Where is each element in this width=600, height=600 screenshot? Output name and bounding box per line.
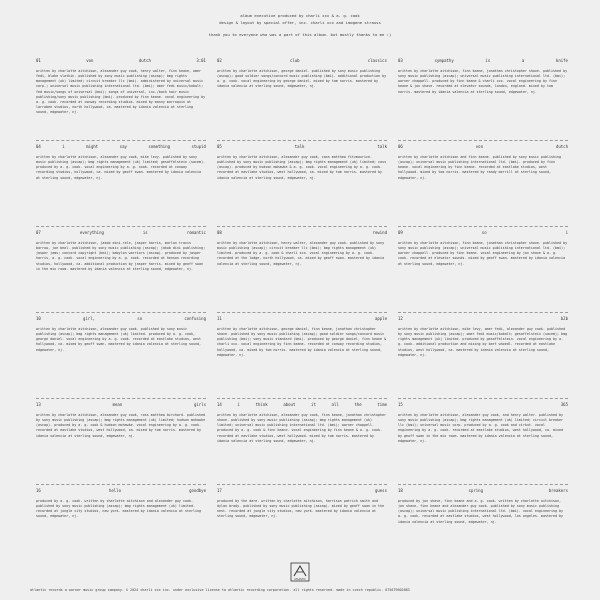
track-credits-text: written by charlotte aitchison, alexander guy cook, henry walter, finn keane, omer fedi, blake slatkin. published by sony music publishing (ascap); bmg rights management (uk) limited; circuit breaker llc (bmi). administered by universal music corp.; universal music publishing international ltd. (bmi); omer fedi music/kobalt; fed music/songs of universal (bmi); songs of universal, inc./back hair music publishing/sony music publishing (bmi). produced by finn keane. vocal engineering by a. g. cook. recorded at conway recording studios. mixed by manny marroquin at larrabee studios, north hollywood, ca. mastered by idania valencia at sterling sound, edgewater, nj. bbox=[36, 69, 206, 115]
track-number: 08 bbox=[217, 230, 222, 235]
track-credits-text: written by charlotte aitchison, mike levy, omer fedi, alexander guy cook. published by sony music publishing (ascap); omer fedi music/kobalt; gesaffelstein (sacem); bmg rights management (uk) limited. produced by gesaffelstein. vocal engineering by a. g. cook. additional production and mixing by bart whoedl. recorded at eastlake studios, west hollywood, ca. mastered by idania valencia at sterling sound, edgewater, nj. bbox=[398, 327, 568, 357]
track-duration: 3:01 bbox=[196, 58, 206, 63]
track-credits-text: written by charlotte aitchison, henry walter, alexander guy cook. published by sony music publishing (ascap); circuit breaker llc (bmi); bmg rights management (uk) limited. produced by a. g. cook & charli xcx. vocal engineering by a. g. cook. recorded at the lodge, north hollywood, ca. mixed by geoff swan. mastered by idania valencia at sterling sound, edgewater, nj. bbox=[217, 241, 385, 266]
track-credits-text: written by charlotte aitchison, finn keane, jonathan christopher shave. published by sony music publishing (ascap); universal music publishing international ltd. (bmi); warner chappell. produced by finn keane. vocal engineering by jon shave & a. g. cook. recorded at elevator sounds. mixed by geoff swan. mastered by idania valencia at sterling sound, edgewater, nj. bbox=[398, 241, 568, 266]
track-credits-text: written by charlotte aitchison, alexander guy cook, and henry walter. published by sony music publishing (ascap); bmg rights management (uk) limited; circuit breaker llc (bmi); universal music corp. produced by a. g. cook and cirkut. vocal engineering by a. g. cook. recorded at eastlake studios, west hollywood, ca. mixed by geoff swan in the mix room. mastered by idania valencia at sterling sound, edgewater, nj. bbox=[398, 413, 564, 443]
track-number: 17 bbox=[217, 488, 222, 493]
track-title-word: think bbox=[255, 402, 268, 407]
row-divider bbox=[398, 140, 568, 141]
track-credit bbox=[36, 230, 206, 310]
track-title-word: breakers bbox=[548, 488, 568, 493]
track-number: 13 bbox=[36, 402, 41, 407]
track-title-word: rewind bbox=[372, 230, 387, 235]
track-credits-text: written by charlotte aitchison, george daniel. published by sony music publishing (ascap); good soldier songs/concord music publishing (bmi). additional production by a. g. cook. vocal engineering by george daniel. mixed by tom norris. mastered by idania valencia at sterling sound, edgewater, nj. bbox=[217, 69, 387, 89]
track-credits-text: written by charlotte aitchison and finn keane. published by sony music publishing (ascap); universal music publishing international ltd. (bmi). produced by finn keane. vocal engineering by finn keane. recorded at eastlake studios, west hollywood. mixed by tom norris. mastered by randy merrill at sterling sound, edgewater, nj. bbox=[398, 155, 562, 180]
track-number: 02 bbox=[217, 58, 222, 63]
track-credit bbox=[36, 316, 206, 396]
track-credits-text: written by charlotte aitchison, finn keane, jonathan christopher shave. published by sony music publishing (ascap); universal music publishing international ltd. (bmi); warner chappell. produced by finn keane & charli xcx. vocal engineering by finn keane & jon shave. recorded at elevator sounds, london, england. mixed by tom norris. mastered by idania valencia at sterling sound, edgewater, nj. bbox=[398, 69, 568, 94]
row-divider bbox=[398, 226, 568, 227]
track-credits-text: written by charlotte aitchison, alexander guy cook. published by sony music publishing (ascap); bmg rights management (uk) limited. produced by a. g. cook, george daniel. vocal engineering by a. g. cook. recorded at eastlake studios, west hollywood, ca. mixed by geoff swan. mastered by idania valencia at sterling sound, edgewater, nj. bbox=[36, 327, 202, 352]
track-title-word: 365 bbox=[560, 402, 568, 407]
track-title-word: all bbox=[331, 402, 339, 407]
track-number: 06 bbox=[398, 144, 403, 149]
track-number: 14 bbox=[217, 402, 222, 407]
track-number: 04 bbox=[36, 144, 41, 149]
track-title-word: mean bbox=[112, 402, 123, 407]
track-number: 18 bbox=[398, 488, 403, 493]
track-title-word: it bbox=[311, 402, 316, 407]
track-title-word: a bbox=[521, 58, 525, 63]
track-header bbox=[217, 230, 387, 235]
track-title-word: dutch bbox=[555, 144, 568, 149]
track-header bbox=[398, 402, 568, 407]
track-title-word: apple bbox=[374, 316, 387, 321]
track-credits-text: produced by a. g. cook. written by charlotte aitchison and alexander guy cook. published by sony music publishing (ascap); bmg rights management (uk) limited. recorded at jungle city studios, new york. mastered by idania valencia at sterling sound, edgewater, nj. bbox=[36, 499, 202, 519]
track-title-word: might bbox=[86, 144, 99, 149]
track-number: 15 bbox=[398, 402, 403, 407]
track-credit bbox=[398, 402, 568, 482]
track-credit bbox=[217, 230, 387, 310]
track-title-word: about bbox=[283, 402, 296, 407]
track-title-word: von bbox=[475, 144, 483, 149]
track-number: 09 bbox=[398, 230, 403, 235]
track-number: 10 bbox=[36, 316, 41, 321]
track-title-word: girl, bbox=[83, 316, 96, 321]
track-title-word: something bbox=[148, 144, 171, 149]
track-number: 16 bbox=[36, 488, 41, 493]
track-title-word: say bbox=[119, 144, 127, 149]
row-divider bbox=[398, 312, 568, 313]
track-title-word: talk bbox=[294, 144, 305, 149]
track-credits-text: written by charlotte aitchison, alexander guy cook, finn keane, jonathan christopher shave. published by sony music publishing (ascap); bmg rights management (uk) limited; universal music publishing international ltd. (bmi); warner chappell. produced by a. g. cook & finn keane. vocal engineering by finn keane & a. g. cook. recorded at eastlake studios, west hollywood. mixed by tom norris. mastered by idania valencia at sterling sound, edgewater, nj. bbox=[217, 413, 387, 443]
track-header bbox=[398, 230, 568, 235]
track-title-word: b2b bbox=[560, 316, 568, 321]
track-title-word: spring bbox=[468, 488, 483, 493]
track-title-word: guess bbox=[374, 488, 387, 493]
track-number: 11 bbox=[217, 316, 222, 321]
track-header bbox=[36, 230, 206, 235]
track-title-word: so bbox=[137, 316, 143, 321]
thanks-line: thank you to everyone who was a part of this album. but mostly thanks to me :) bbox=[208, 32, 392, 38]
track-title-word: so bbox=[481, 230, 487, 235]
track-header bbox=[217, 402, 387, 407]
track-credit bbox=[217, 58, 387, 138]
svg-text:ATLANTIC: ATLANTIC bbox=[294, 578, 306, 581]
track-title-word: romantic bbox=[186, 230, 206, 235]
track-header bbox=[398, 58, 568, 63]
track-header bbox=[217, 316, 387, 321]
track-title-word: is bbox=[142, 230, 148, 235]
track-header bbox=[217, 488, 387, 493]
track-number: 05 bbox=[217, 144, 222, 149]
executive-producer-line: album executive produced by charli xcx & a. g. cook bbox=[240, 13, 360, 18]
row-divider bbox=[217, 312, 387, 313]
track-title-word: classics bbox=[367, 58, 387, 63]
track-credits-text: produced by jon shave, finn keane and a. g. cook. written by charlotte aitchison, jon shave, finn keane and alexander guy cook. published by sony music publishing (ascap); universal music publishing international ltd. (bmi). vocal engineering by a. g. cook. recorded at eastlake studios, west hollywood, los angeles. mastered by idania valencia at sterling sound, edgewater, nj. bbox=[398, 499, 564, 524]
track-header bbox=[36, 58, 206, 63]
row-divider bbox=[217, 398, 387, 399]
track-title-word: von bbox=[86, 58, 94, 63]
track-title-word: hello bbox=[108, 488, 121, 493]
track-header bbox=[36, 402, 206, 407]
track-header bbox=[398, 488, 568, 493]
track-header bbox=[36, 488, 206, 493]
track-title-word: talk bbox=[377, 144, 387, 149]
track-credit bbox=[36, 144, 206, 224]
track-credit bbox=[398, 58, 568, 138]
row-divider bbox=[36, 484, 206, 485]
row-divider bbox=[217, 484, 387, 485]
track-credits-text: written by charlotte aitchison, george daniel, finn keane, jonathan christopher shave. published by sony music publishing (ascap); good soldier songs/concord music publishing (bmi); sony music standard (bmi). produced by george daniel, finn keane & charli xcx. vocal engineering by finn keane. recorded at conway recording studios, hollywood, ca. mixed by tom norris. mastered by idania valencia at sterling sound, edgewater, nj. bbox=[217, 327, 387, 357]
track-title-word: sympathy bbox=[434, 58, 454, 63]
track-title-word: is bbox=[485, 58, 491, 63]
track-header bbox=[217, 144, 387, 149]
row-divider bbox=[398, 398, 568, 399]
track-credit bbox=[398, 488, 568, 568]
track-credit bbox=[36, 488, 206, 568]
track-title-word: i bbox=[62, 144, 65, 149]
track-credits-text: written by charlotte aitchison, alexander guy cook, cass matthew fitzmaurice. published by sony music publishing (ascap); bmg rights management (uk) limited; cass (ascap). produced by hudson mohawke & a. g. cook. vocal engineering by a. g. cook. recorded at eastlake studios, west hollywood, ca. mixed by tom norris. mastered by idania valencia at sterling sound, edgewater, nj. bbox=[217, 155, 387, 180]
track-number: 01 bbox=[36, 58, 41, 63]
track-number: 07 bbox=[36, 230, 41, 235]
row-divider bbox=[36, 226, 206, 227]
track-title-word: goodbye bbox=[189, 488, 206, 493]
row-divider bbox=[217, 226, 387, 227]
track-title-word: confusing bbox=[184, 316, 206, 321]
track-credit bbox=[36, 58, 206, 138]
track-credits-text: produced by the dare. written by charlotte aitchison, harrison patrick smith and dylan brady. published by sony music publishing (ascap). mixed by geoff swan in the nest. recorded at jungle city studios, new york. mastered by idania valencia at sterling sound, edgewater, nj. bbox=[217, 499, 385, 519]
row-divider bbox=[217, 140, 387, 141]
track-title-word: club bbox=[289, 58, 300, 63]
track-credits-text: written by charlotte aitchison, alexander guy cook, mike levy. published by sony music publishing (ascap); bmg rights management (uk) limited; gesaffelstein (sacem). produced by a. g. cook. vocal engineering by a. g. cook. recorded at conway recording studios, hollywood, ca. mixed by geoff swan. mastered by idania valencia at sterling sound, edgewater, nj. bbox=[36, 155, 206, 180]
album-credits-header bbox=[0, 13, 600, 39]
track-header bbox=[217, 58, 387, 63]
track-credit bbox=[217, 144, 387, 224]
track-credits-text: written by charlotte aitchison, jakob dini-rele, jasper harris, marlon travis barrow, joe beal. published by sony music publishing (ascap); jakob dini publishing; jasper jams; concord copyright (bmi); babylon warriors (ascap). produced by jasper harris, a. g. cook. vocal engineering by a. g. cook. recorded at henson recording studios, hollywood, ca. additional production by jasper harris. mixed by geoff swan in the mix room. mastered by idania valencia at sterling sound, edgewater, nj. bbox=[36, 241, 206, 271]
track-credit bbox=[398, 144, 568, 224]
track-credit bbox=[398, 316, 568, 396]
track-credit bbox=[217, 488, 387, 568]
row-divider bbox=[398, 484, 568, 485]
track-credits-grid bbox=[36, 58, 568, 598]
track-number: 12 bbox=[398, 316, 403, 321]
track-credit bbox=[398, 230, 568, 310]
track-title-word: everything bbox=[79, 230, 104, 235]
track-title-word: dutch bbox=[138, 58, 151, 63]
track-duration: i bbox=[565, 230, 568, 235]
track-credit bbox=[217, 402, 387, 482]
track-credit bbox=[36, 402, 206, 482]
track-header bbox=[36, 316, 206, 321]
row-divider bbox=[36, 140, 206, 141]
track-header bbox=[398, 144, 568, 149]
track-title-word: the bbox=[354, 402, 362, 407]
track-number: 03 bbox=[398, 58, 403, 63]
track-credits-text: written by charlotte aitchison, alexander guy cook, ross matthew birchard. published by sony music publishing (ascap); bmg rights management (uk) limited; hudson mohawke (ascap). produced by a. g. cook & hudson mohawke. vocal engineering by a. g. cook. recorded at eastlake studios, west hollywood, ca. mixed by tom norris. mastered by idania valencia at sterling sound, edgewater, nj. bbox=[36, 413, 206, 438]
row-divider bbox=[36, 312, 206, 313]
track-title-word: girls bbox=[193, 402, 206, 407]
design-line: design & layout by special offer, inc. charli xcx and imogene strauss bbox=[219, 19, 381, 25]
track-title-word: i bbox=[237, 402, 240, 407]
copyright-text: atlantic records a warner music group company. © 2024 charli xcx inc. under exclusive license to atlantic recording corporation. all rights reserved. made in czech republic. 075679602883 bbox=[30, 588, 410, 592]
track-credit bbox=[217, 316, 387, 396]
atlantic-logo-icon bbox=[290, 562, 310, 582]
track-header bbox=[36, 144, 206, 149]
row-divider bbox=[36, 398, 206, 399]
track-title-word: stupid bbox=[191, 144, 206, 149]
copyright-footer bbox=[30, 588, 570, 593]
track-title-word: knife bbox=[555, 58, 568, 63]
track-title-word: time bbox=[377, 402, 387, 407]
track-header bbox=[398, 316, 568, 321]
